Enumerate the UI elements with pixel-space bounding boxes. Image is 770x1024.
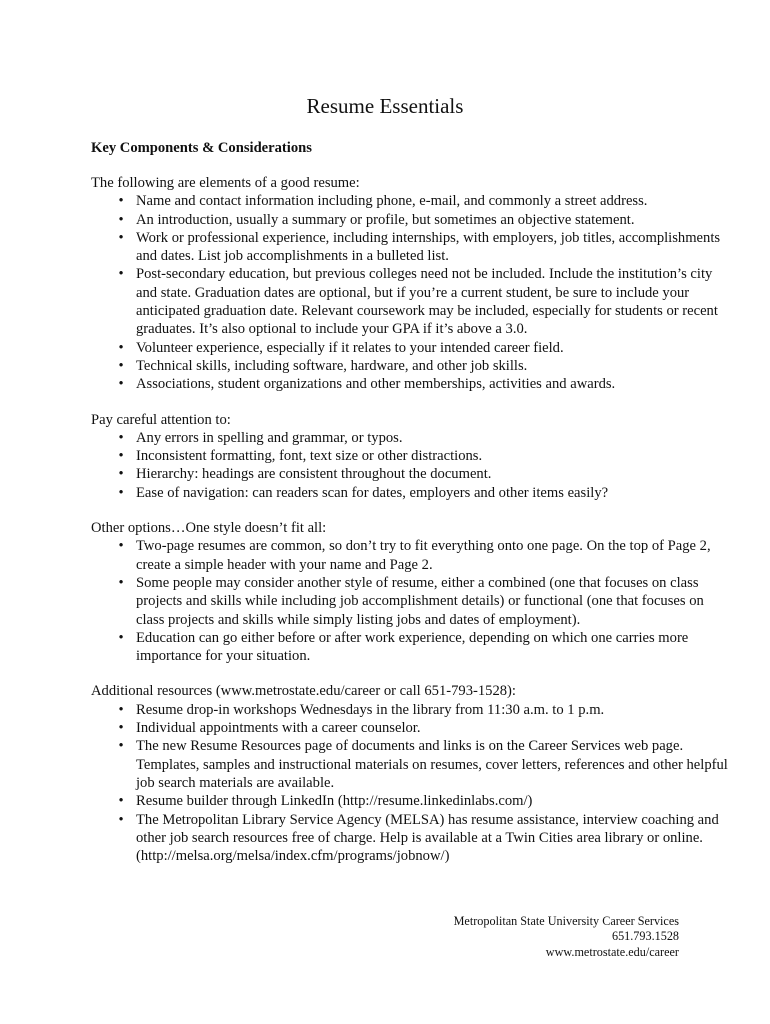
bullet-icon: •	[118, 229, 124, 246]
bullet-icon: •	[118, 357, 124, 374]
list-item	[91, 484, 731, 502]
list-item-text: Ease of navigation: can readers scan for dates, employers and other items easily?	[136, 484, 609, 501]
document-body	[91, 174, 731, 882]
bullet-icon: •	[118, 538, 124, 555]
bullet-icon: •	[118, 376, 124, 393]
list-item	[91, 737, 731, 792]
list-item	[91, 811, 731, 866]
bullet-icon: •	[118, 339, 124, 356]
bullet-icon: •	[118, 466, 124, 483]
list-item	[91, 375, 731, 393]
bullet-list	[91, 429, 731, 502]
bullet-icon: •	[118, 484, 124, 501]
section-attention	[91, 411, 731, 502]
list-item-text: Education can go either before or after work experience, depending on which one carries more importance for your situation.	[136, 629, 689, 665]
bullet-icon: •	[118, 701, 124, 718]
section-heading: Key Components & Considerations	[91, 140, 312, 156]
bullet-icon: •	[118, 720, 124, 737]
list-item-text: Any errors in spelling and grammar, or typos.	[136, 429, 403, 446]
list-item	[91, 339, 731, 357]
list-item-text: Volunteer experience, especially if it relates to your intended career field.	[136, 339, 564, 356]
bullet-list	[91, 537, 731, 665]
list-item	[91, 574, 731, 629]
bullet-list	[91, 192, 731, 393]
bullet-icon: •	[118, 574, 124, 591]
list-item	[91, 192, 731, 210]
section-additional-resources	[91, 682, 731, 865]
list-item	[91, 265, 731, 338]
footer-contact	[454, 914, 679, 960]
bullet-icon: •	[118, 266, 124, 283]
section-intro: The following are elements of a good resume:	[91, 175, 360, 191]
list-item-text: Work or professional experience, including internships, with employers, job titles, accomplishments and dates. List job accomplishments in a bulleted list.	[136, 229, 721, 265]
section-intro: Pay careful attention to:	[91, 411, 231, 428]
list-item	[91, 429, 731, 447]
bullet-icon: •	[118, 793, 124, 810]
list-item-text: Two-page resumes are common, so don’t try to fit everything onto one page. On the top of Page 2, create a simple header with your name and Page 2.	[136, 538, 711, 573]
list-item	[91, 447, 731, 465]
list-item-text: Post-secondary education, but previous colleges need not be included. Include the institution’s city and state. Graduation dates are optional, but if you’re a current student, be sure to include your anticipated graduation date. Relevant coursework may be included, especially for students or recent graduates. It’s also optional to include your GPA if it’s above a 3.0.	[136, 266, 718, 338]
list-item	[91, 465, 731, 483]
bullet-icon: •	[118, 629, 124, 646]
list-item-text: Inconsistent formatting, font, text size or other distractions.	[136, 448, 483, 465]
bullet-icon: •	[118, 429, 124, 446]
footer-org: Metropolitan State University Career Services	[453, 914, 679, 928]
list-item-text: The Metropolitan Library Service Agency (MELSA) has resume assistance, interview coaching and other job search resources free of charge. Help is available at a Twin Cities area library or online. (http://melsa.org/melsa/index.cfm/programs/jobnow/)	[136, 811, 719, 865]
list-item	[91, 211, 731, 229]
list-item-text: Resume drop-in workshops Wednesdays in the library from 11:30 a.m. to 1 p.m.	[136, 701, 605, 718]
section-intro: Additional resources (www.metrostate.edu/career or call 651-793-1528):	[91, 683, 516, 700]
list-item-text: An introduction, usually a summary or profile, but sometimes an objective statement.	[136, 211, 635, 228]
list-item	[91, 719, 731, 737]
list-item	[91, 629, 731, 666]
list-item	[91, 357, 731, 375]
bullet-icon: •	[118, 448, 124, 465]
list-item	[91, 792, 731, 810]
section-intro: Other options…One style doesn’t fit all:	[91, 520, 327, 537]
list-item-text: Hierarchy: headings are consistent throughout the document.	[136, 466, 492, 483]
footer-phone: 651.793.1528	[611, 929, 679, 944]
list-item-text: Resume builder through LinkedIn (http://resume.linkedinlabs.com/)	[136, 793, 533, 810]
list-item-text: Name and contact information including phone, e-mail, and commonly a street address.	[136, 193, 648, 210]
list-item-text: Associations, student organizations and other memberships, activities and awards.	[136, 376, 616, 393]
list-item	[91, 701, 731, 719]
page-title: Resume Essentials	[306, 94, 464, 118]
bullet-icon: •	[118, 738, 124, 755]
list-item	[91, 229, 731, 266]
list-item-text: Technical skills, including software, hardware, and other job skills.	[136, 357, 528, 374]
list-item-text: Some people may consider another style of resume, either a combined (one that focuses on class projects and skills while including job accomplishment details) or functional (one that focuses on class projects and skills while simply listing jobs and dates of employment).	[136, 574, 704, 628]
bullet-icon: •	[118, 811, 124, 828]
bullet-list	[91, 701, 731, 866]
list-item-text: The new Resume Resources page of documents and links is on the Career Services web page. Templates, samples and instructional materials on resumes, cover letters, references and other helpful job search materials are available.	[136, 738, 728, 791]
bullet-icon: •	[118, 211, 124, 228]
bullet-icon: •	[118, 193, 124, 210]
section-elements	[91, 174, 731, 394]
section-other-options	[91, 519, 731, 665]
list-item	[91, 537, 731, 574]
list-item-text: Individual appointments with a career counselor.	[136, 720, 421, 737]
footer-url: www.metrostate.edu/career	[545, 944, 679, 959]
